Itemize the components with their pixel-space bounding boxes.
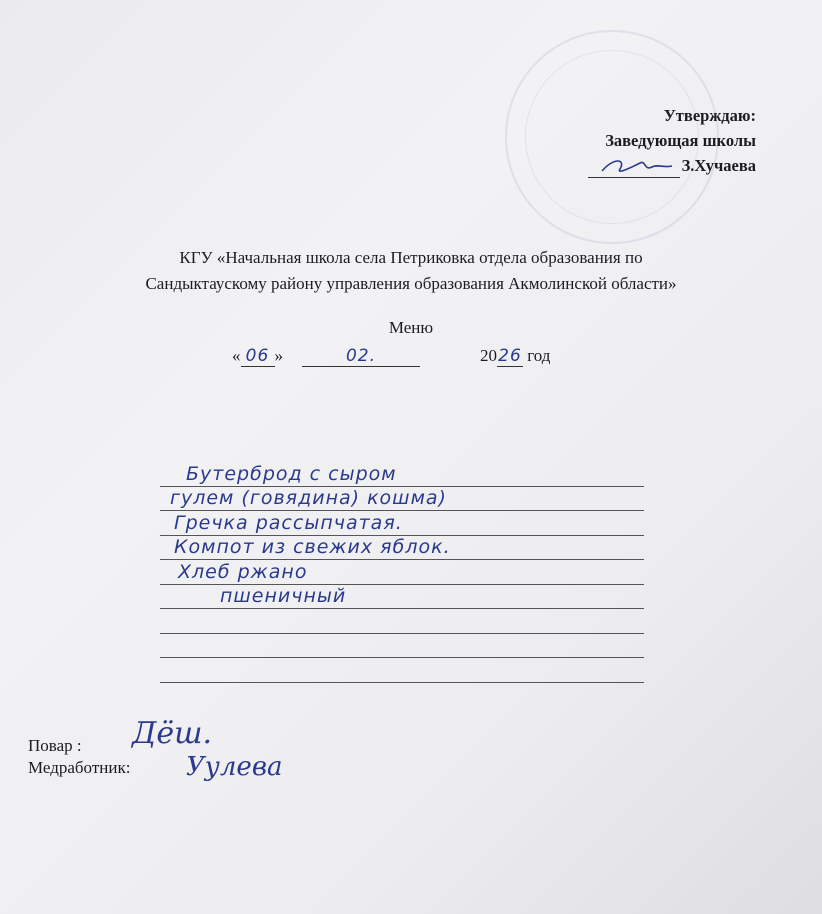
approver-position: Заведующая школы xyxy=(605,131,756,150)
year-word: год xyxy=(527,346,551,365)
organization-name xyxy=(20,245,802,297)
cook-label: Повар : xyxy=(28,736,82,755)
list-item: Компот из свежих яблок. xyxy=(160,536,644,561)
list-item xyxy=(160,634,644,659)
signature-scribble-icon xyxy=(596,155,676,177)
date-day: « 06 » xyxy=(232,346,283,366)
menu-items-list xyxy=(160,462,644,683)
org-line-2: Сандыктаускому району управления образования Акмолинской области» xyxy=(145,274,677,293)
cook-signature: Дёш. xyxy=(132,716,213,751)
approval-block xyxy=(588,103,756,178)
menu-title: Меню xyxy=(388,318,434,337)
approver-name: З.Хучаева xyxy=(681,156,756,175)
med-label: Медработник: xyxy=(28,758,131,777)
org-line-1: КГУ «Начальная школа села Петриковка отдела образования по xyxy=(179,248,643,267)
date-year: 2026 год xyxy=(480,346,551,366)
year-value: 26 xyxy=(498,346,522,366)
list-item: Гречка рассыпчатая. xyxy=(160,511,644,536)
list-item: Бутерброд с сыром xyxy=(160,462,644,487)
date-month xyxy=(302,346,420,367)
day-value: 06 xyxy=(241,346,275,367)
approve-title: Утверждаю: xyxy=(663,106,756,125)
month-value: 02. xyxy=(302,346,420,367)
list-item xyxy=(160,658,644,683)
list-item: Хлеб ржано xyxy=(160,560,644,585)
list-item xyxy=(160,609,644,634)
med-signature: Уулева xyxy=(186,752,283,782)
signature-line xyxy=(588,157,680,178)
list-item: гулем (говядина) кошма) xyxy=(160,487,644,512)
approver-signature-row xyxy=(588,153,756,178)
list-item: пшеничный xyxy=(160,585,644,610)
